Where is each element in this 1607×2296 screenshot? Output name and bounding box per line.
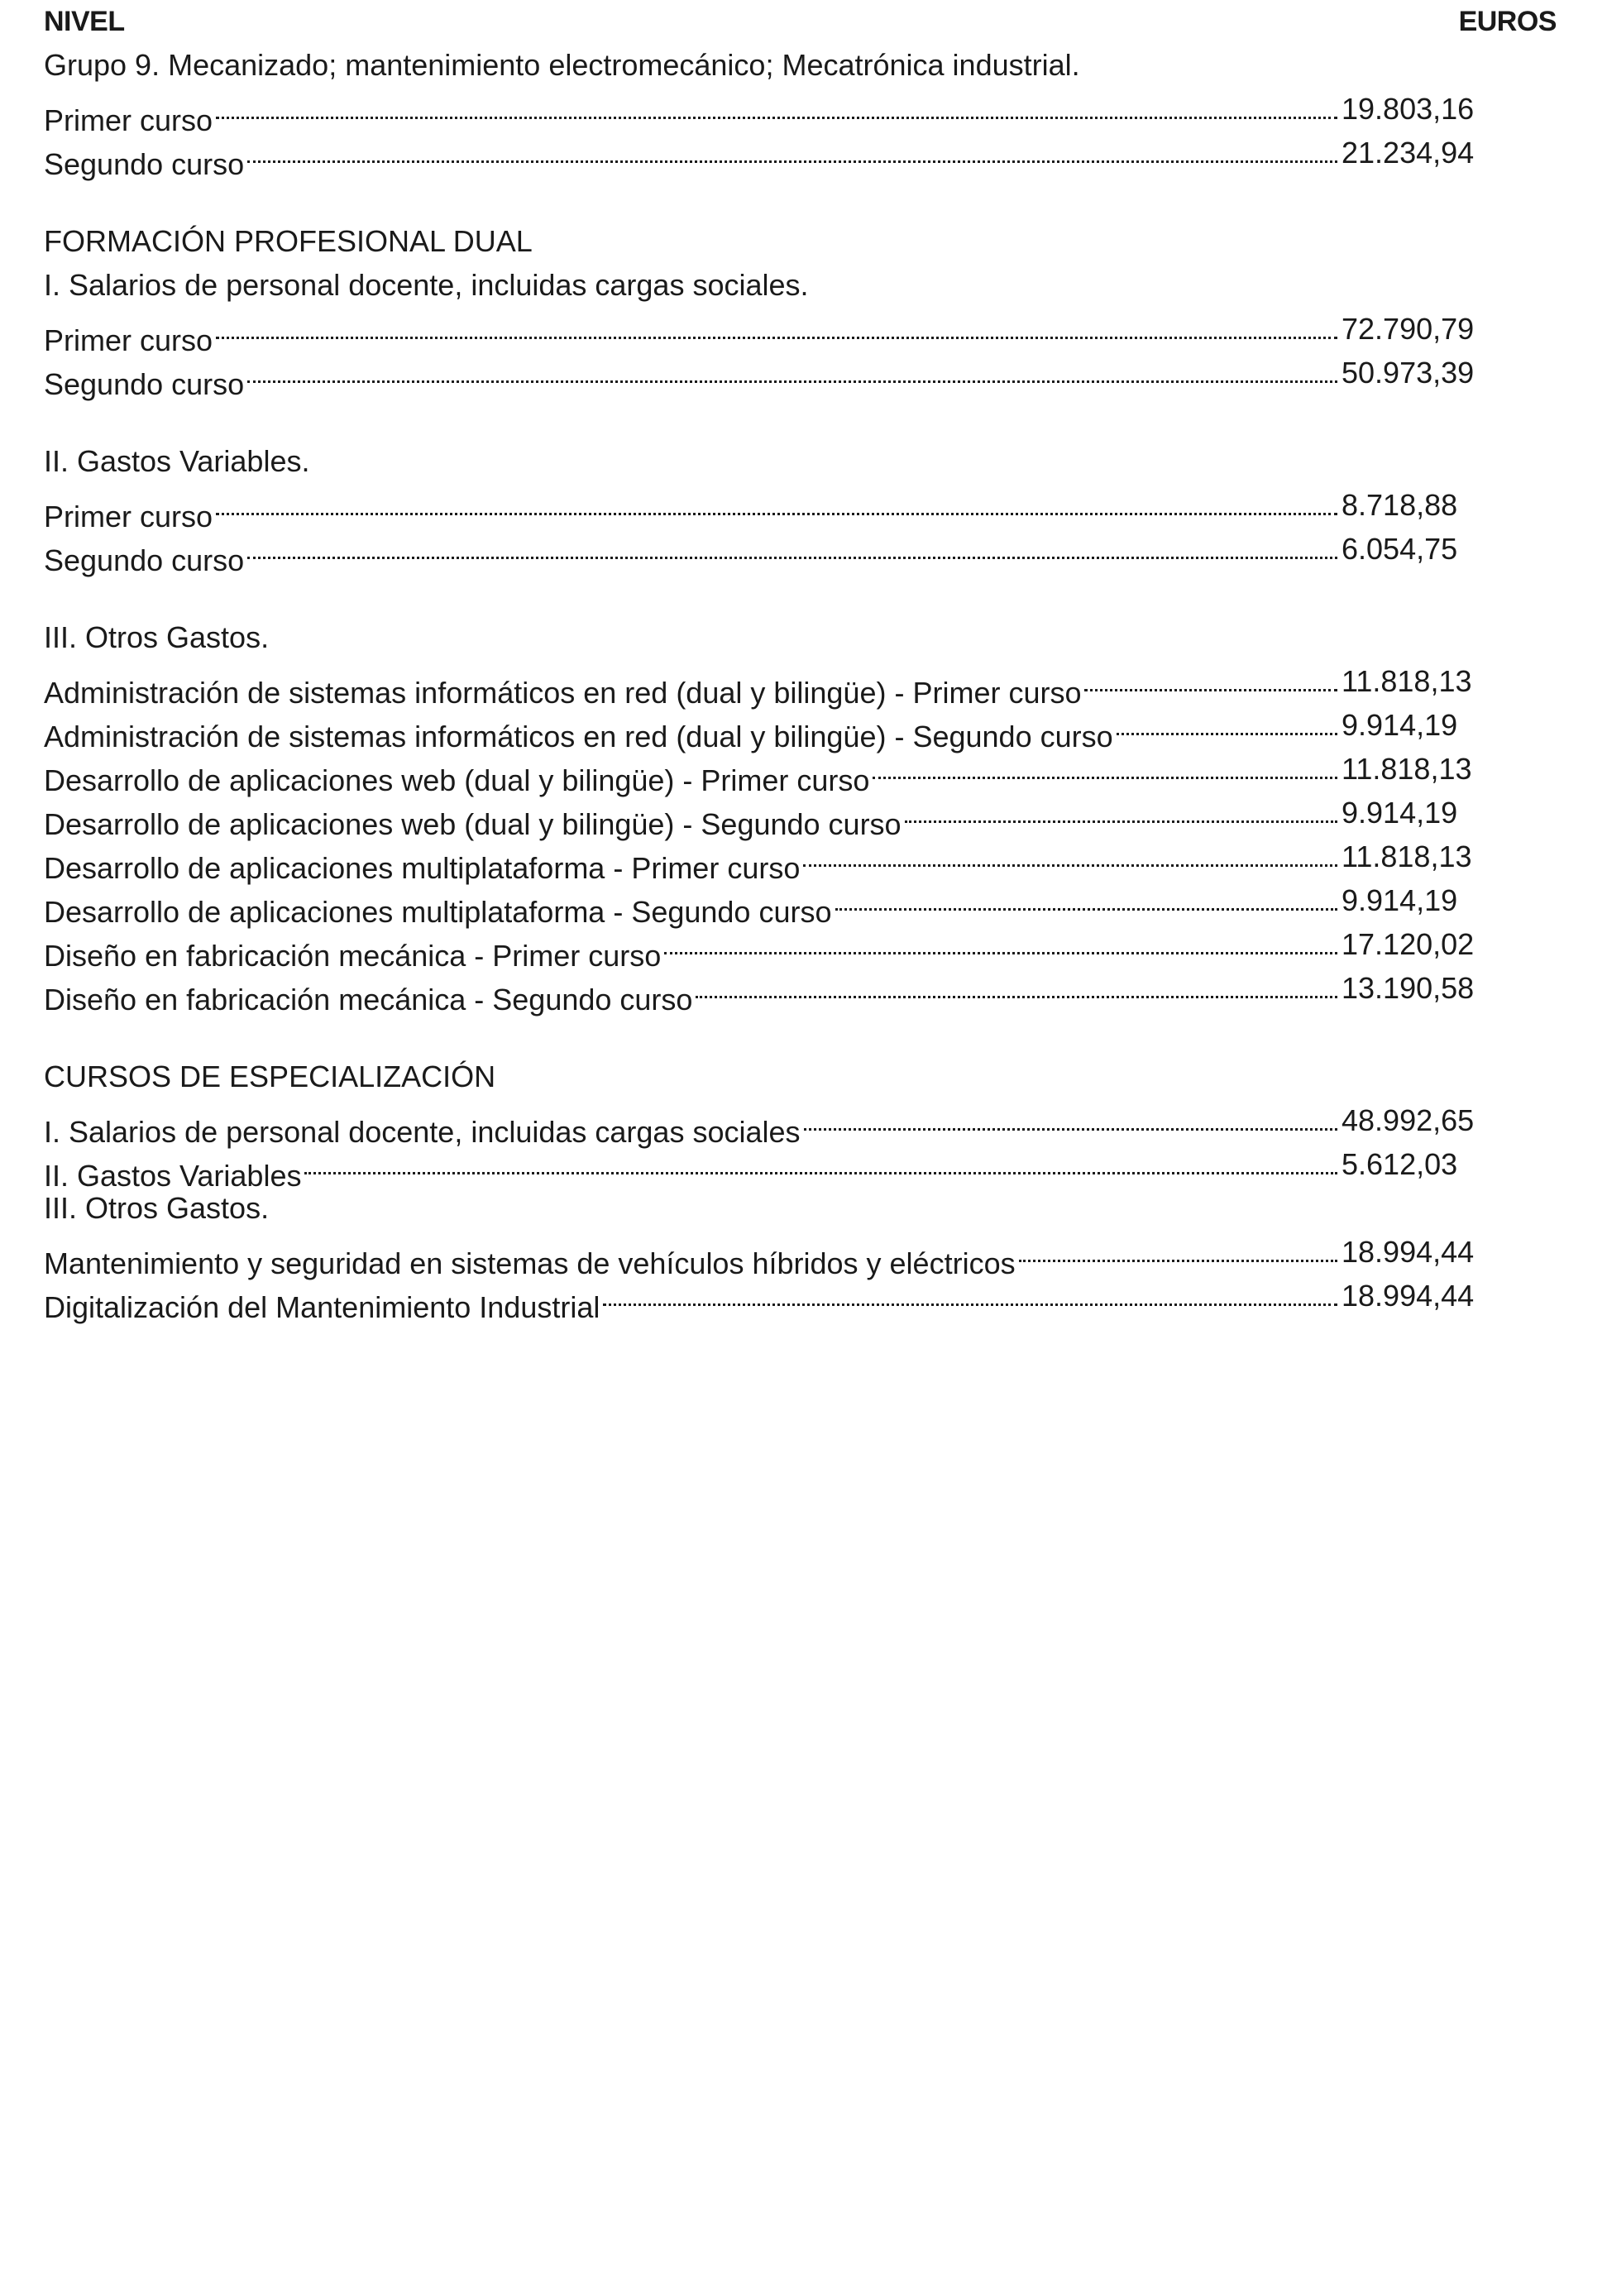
row-amount: 13.190,58	[1342, 971, 1475, 1005]
table-row	[44, 747, 1557, 797]
row-label: II. Gastos Variables	[44, 1159, 302, 1193]
row-amount: 9.914,19	[1342, 708, 1458, 742]
row-label: Diseño en fabricación mecánica - Primer curso	[44, 939, 662, 973]
dot-leader	[873, 747, 1337, 791]
dot-leader	[835, 878, 1338, 922]
row-amount: 18.994,44	[1342, 1279, 1475, 1313]
table-row	[44, 1274, 1557, 1324]
row-amount: 21.234,94	[1342, 136, 1475, 170]
table-row	[44, 835, 1557, 885]
table-row	[44, 659, 1557, 710]
row-label: Segundo curso	[44, 367, 245, 401]
table-row	[44, 1098, 1557, 1149]
table-header	[44, 0, 1557, 43]
row-label: Desarrollo de aplicaciones web (dual y bilingüe) - Segundo curso	[44, 807, 902, 841]
dot-leader	[247, 527, 1337, 571]
table-row	[44, 1230, 1557, 1280]
row-amount: 6.054,75	[1342, 532, 1458, 566]
row-label: Digitalización del Mantenimiento Industrial	[44, 1290, 600, 1324]
specialization-other-title: III. Otros Gastos.	[44, 1191, 270, 1225]
table-row	[44, 922, 1557, 973]
dot-leader	[216, 483, 1337, 527]
dot-leader	[216, 87, 1337, 131]
row-label: Mantenimiento y seguridad en sistemas de vehículos híbridos y eléctricos	[44, 1246, 1016, 1280]
row-label: Primer curso	[44, 103, 213, 137]
row-label: Primer curso	[44, 500, 213, 533]
dual-salaries-title: I. Salarios de personal docente, incluidas cargas sociales.	[44, 268, 809, 302]
dot-leader	[603, 1274, 1337, 1318]
specialization-title: CURSOS DE ESPECIALIZACIÓN	[44, 1060, 496, 1093]
table-row	[44, 307, 1557, 357]
row-amount: 5.612,03	[1342, 1147, 1458, 1181]
row-amount: 72.790,79	[1342, 312, 1475, 346]
dot-leader	[216, 307, 1337, 351]
dual-title: FORMACIÓN PROFESIONAL DUAL	[44, 224, 533, 258]
table-row	[44, 791, 1557, 841]
level-header: NIVEL	[44, 6, 125, 37]
row-amount: 11.818,13	[1342, 752, 1472, 786]
dot-leader	[247, 131, 1337, 175]
dot-leader	[803, 835, 1337, 878]
table-row	[44, 1142, 1557, 1193]
dual-variable-title: II. Gastos Variables.	[44, 444, 310, 478]
dot-leader	[905, 791, 1337, 835]
row-label: Segundo curso	[44, 147, 245, 181]
dot-leader	[1084, 659, 1337, 703]
row-amount: 9.914,19	[1342, 796, 1458, 830]
row-label: Segundo curso	[44, 543, 245, 577]
row-amount: 11.818,13	[1342, 839, 1472, 873]
row-label: Diseño en fabricación mecánica - Segundo curso	[44, 983, 693, 1016]
dot-leader	[1117, 703, 1337, 747]
table-row	[44, 87, 1557, 137]
table-row	[44, 527, 1557, 577]
row-amount: 48.992,65	[1342, 1103, 1475, 1137]
row-label: Desarrollo de aplicaciones web (dual y bilingüe) - Primer curso	[44, 763, 870, 797]
table-row	[44, 966, 1557, 1016]
row-amount: 50.973,39	[1342, 356, 1475, 390]
row-amount: 8.718,88	[1342, 488, 1458, 522]
dot-leader	[1019, 1230, 1337, 1274]
row-label: Desarrollo de aplicaciones multiplataforma - Segundo curso	[44, 895, 832, 929]
row-amount: 11.818,13	[1342, 664, 1472, 698]
dot-leader	[804, 1098, 1337, 1142]
table-row	[44, 483, 1557, 533]
table-row	[44, 878, 1557, 929]
dot-leader	[304, 1142, 1337, 1186]
group9-title: Grupo 9. Mecanizado; mantenimiento electromecánico; Mecatrónica industrial.	[44, 48, 1080, 82]
document-page	[44, 0, 1557, 1324]
table-row	[44, 131, 1557, 181]
row-label: Administración de sistemas informáticos en red (dual y bilingüe) - Segundo curso	[44, 720, 1113, 753]
dot-leader	[247, 351, 1337, 395]
row-amount: 17.120,02	[1342, 927, 1475, 961]
table-row	[44, 351, 1557, 401]
row-amount: 9.914,19	[1342, 883, 1458, 917]
row-amount: 19.803,16	[1342, 92, 1475, 126]
dot-leader	[696, 966, 1337, 1010]
dot-leader	[664, 922, 1337, 966]
row-label: Administración de sistemas informáticos en red (dual y bilingüe) - Primer curso	[44, 676, 1082, 710]
row-label: Primer curso	[44, 323, 213, 357]
table-row	[44, 703, 1557, 753]
row-amount: 18.994,44	[1342, 1235, 1475, 1269]
dual-other-title: III. Otros Gastos.	[44, 620, 270, 654]
row-label: I. Salarios de personal docente, incluidas cargas sociales	[44, 1115, 801, 1149]
row-label: Desarrollo de aplicaciones multiplataforma - Primer curso	[44, 851, 801, 885]
amount-header: EUROS	[1458, 6, 1557, 37]
